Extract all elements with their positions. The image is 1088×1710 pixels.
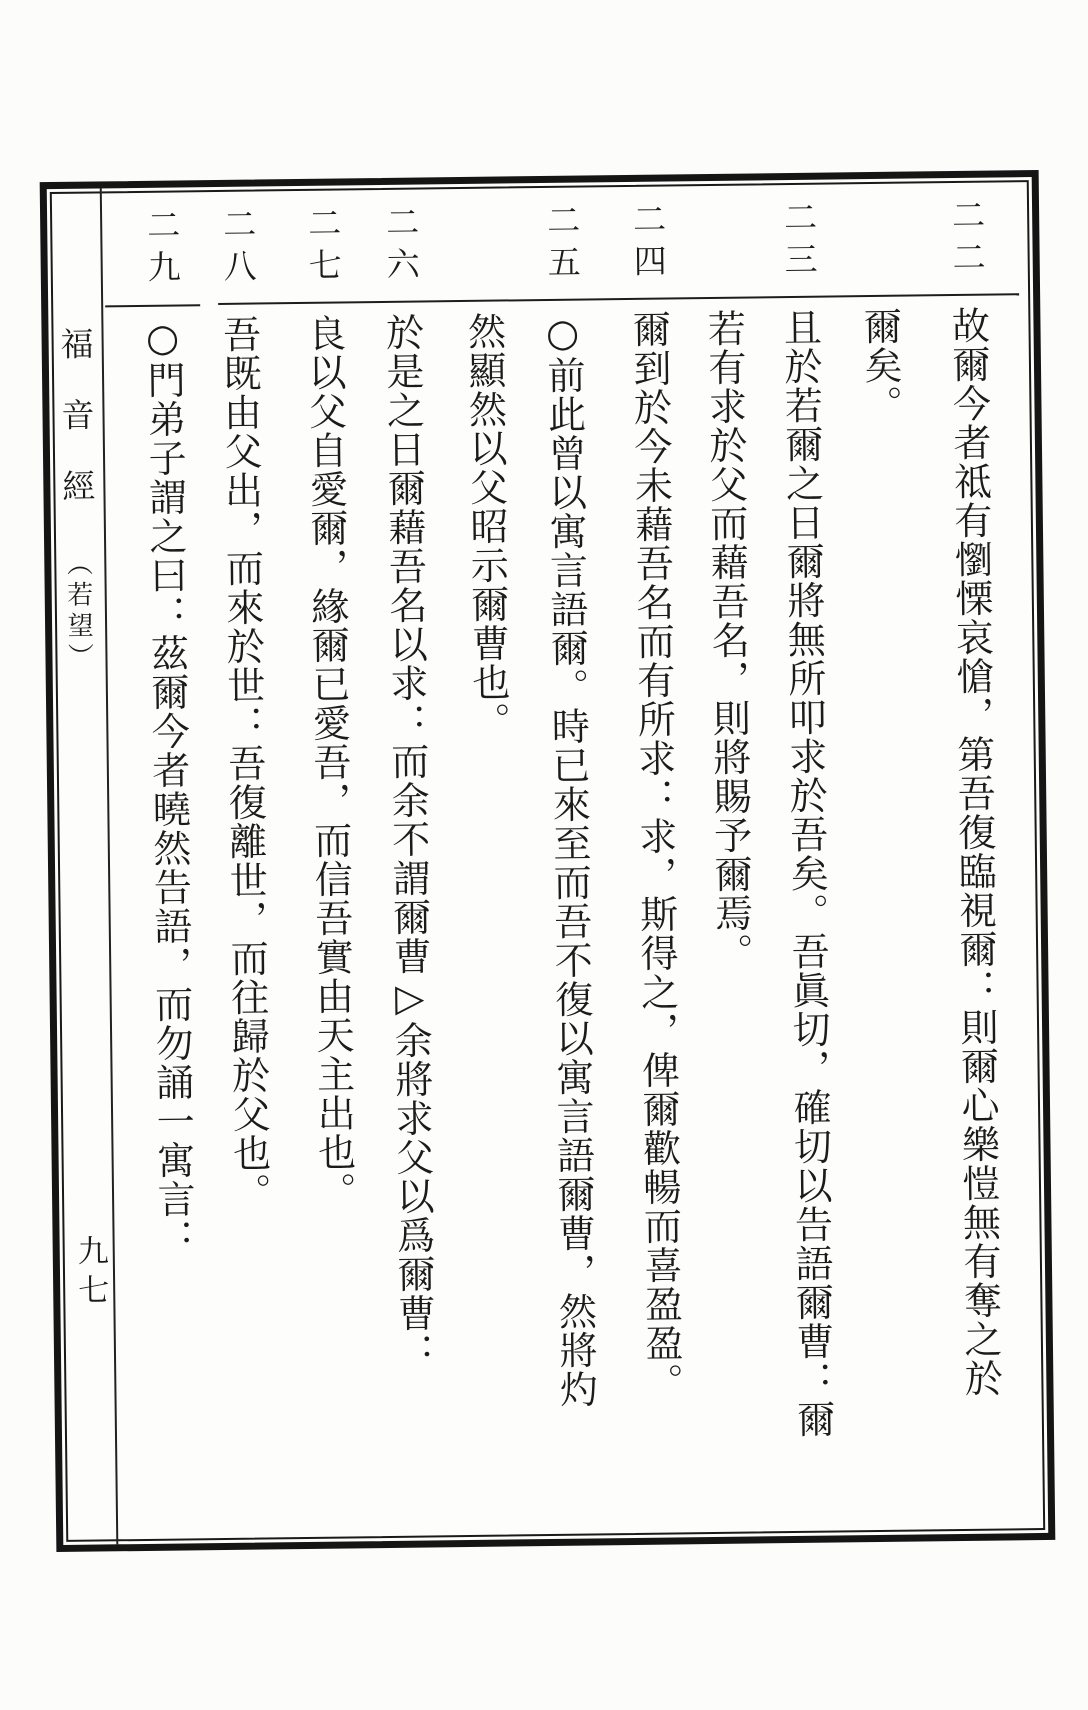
header-rule-left-segment <box>105 304 200 307</box>
page-content <box>47 177 1048 1545</box>
book-title: 福音經 <box>55 326 98 540</box>
page-frame <box>40 170 1056 1552</box>
text-column-verse23-2: 若有求於父而藉吾名，則將賜予爾焉。 <box>701 308 754 973</box>
verse-number-26: 二六 <box>380 204 421 289</box>
verse-number-22: 二二 <box>946 197 987 283</box>
text-column-verse26-1: 於是之日爾藉吾名以求：而余不謂爾曹▷余將求父以爲爾曹： <box>379 312 437 1372</box>
text-column-verse23-1: 且於若爾之日爾將無所叩求於吾矣。吾眞切，確切以告語爾曹：爾 <box>777 307 836 1440</box>
verse-number-27: 二七 <box>302 205 344 290</box>
text-column-verse28-1: 吾既由父出，而來於世：吾復離世，而往歸於父也。 <box>216 314 272 1212</box>
verse-number-23: 二三 <box>778 199 819 285</box>
verse-number-29: 二九 <box>141 207 183 292</box>
text-column-verse22-2: 爾矣。 <box>857 306 903 425</box>
text-column-verse24-1: 爾到於今未藉吾名而有所求：求，斯得之，俾爾歡暢而喜盈盈。 <box>626 309 684 1402</box>
text-column-verse25-1: ○前此曾以寓言語爾。時已來至而吾不復以寓言語爾曹，然將灼 <box>540 310 598 1409</box>
verse-number-24: 二四 <box>627 201 668 286</box>
header-rule <box>218 293 1019 305</box>
margin-divider-rule <box>100 188 119 1544</box>
text-column-verse29-1: ○門弟子謂之曰：茲爾今者曉然告語，而勿誦一寓言： <box>140 315 196 1258</box>
running-title <box>48 326 105 674</box>
verse-number-28: 二八 <box>217 206 259 291</box>
text-column-verse27-1: 良以父自愛爾，緣爾已愛吾，而信吾實由天主出也。 <box>301 313 357 1211</box>
text-column-verse22-1: 故爾今者祗有懰慄哀愴，第吾復臨視爾：則爾心樂愷無有奪之於 <box>945 305 1003 1399</box>
text-column-verse25-2: 然顯然以父昭示爾曹也。 <box>461 311 511 741</box>
book-title-gospel-name: （若望） <box>62 549 94 674</box>
page-number: 九七 <box>71 1234 109 1313</box>
verse-number-25: 二五 <box>541 202 582 288</box>
